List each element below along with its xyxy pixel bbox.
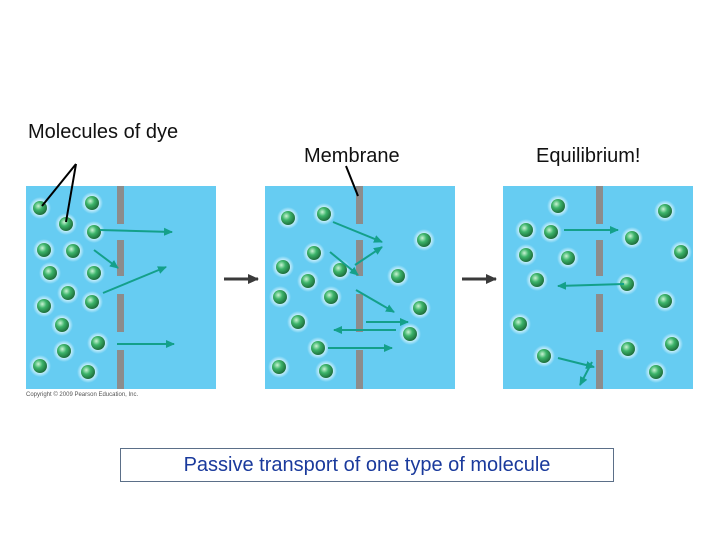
dye-molecule [303, 242, 325, 264]
dye-molecule [329, 259, 351, 281]
dye-molecule [57, 282, 79, 304]
dye-molecule [557, 247, 579, 269]
dye-molecule [617, 338, 639, 360]
dye-molecule [515, 219, 537, 241]
dye-molecule [33, 295, 55, 317]
dye-molecule [81, 291, 103, 313]
copyright-text: Copyright © 2009 Pearson Education, Inc. [26, 392, 139, 398]
dye-molecule [399, 323, 421, 345]
dye-molecule [307, 337, 329, 359]
dye-molecule [83, 221, 105, 243]
dye-molecule [268, 356, 290, 378]
dye-molecule [83, 262, 105, 284]
dye-molecule [526, 269, 548, 291]
dye-molecule [621, 227, 643, 249]
dye-molecule [533, 345, 555, 367]
caption-box [120, 448, 614, 482]
dye-molecule [277, 207, 299, 229]
caption-text: Passive transport of one type of molecule [183, 453, 551, 476]
dye-molecule [29, 355, 51, 377]
dye-molecule [515, 244, 537, 266]
dye-molecule [547, 195, 569, 217]
dye-molecule [33, 239, 55, 261]
dye-molecule [272, 256, 294, 278]
dye-molecule [313, 203, 335, 225]
dye-molecule [645, 361, 667, 383]
equilibrium-label: Equilibrium! [536, 145, 641, 167]
dye-molecule [297, 270, 319, 292]
dye-molecule [287, 311, 309, 333]
dye-molecule [81, 192, 103, 214]
dye-molecule [670, 241, 692, 263]
dye-molecule [654, 200, 676, 222]
dye-molecule [39, 262, 61, 284]
dye-molecule [62, 240, 84, 262]
dye-molecule [413, 229, 435, 251]
dye-molecule [661, 333, 683, 355]
dye-molecule [540, 221, 562, 243]
dye-molecule [654, 290, 676, 312]
dye-molecule [51, 314, 73, 336]
dye-molecule [53, 340, 75, 362]
dye-molecule [87, 332, 109, 354]
dye-molecule [320, 286, 342, 308]
dye-molecule [269, 286, 291, 308]
dye-molecule [315, 360, 337, 382]
membrane-label: Membrane [304, 145, 400, 167]
dye-molecule [409, 297, 431, 319]
dye-molecule [387, 265, 409, 287]
dye-molecule [509, 313, 531, 335]
dye-molecule [77, 361, 99, 383]
molecules-of-dye-label: Molecules of dye [28, 121, 179, 143]
